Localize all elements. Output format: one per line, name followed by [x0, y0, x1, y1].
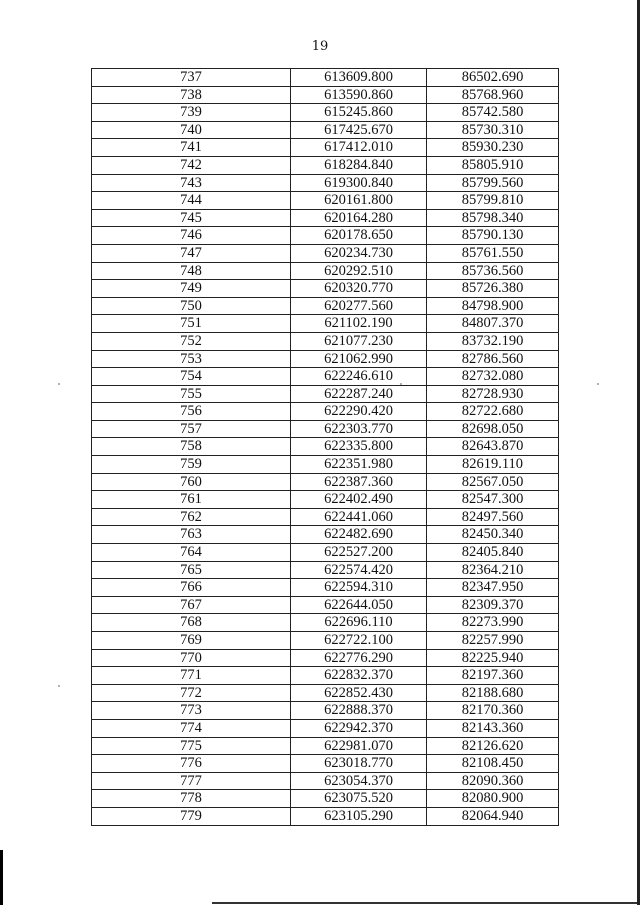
- x-coordinate-cell: 623075.520: [291, 790, 427, 808]
- table-row: [92, 139, 559, 157]
- table-row: [92, 544, 559, 562]
- table-row: [92, 456, 559, 474]
- point-number-cell: 743: [92, 174, 291, 192]
- y-coordinate-cell: 82450.340: [427, 526, 559, 544]
- point-number-cell: 738: [92, 86, 291, 104]
- point-number-cell: 772: [92, 684, 291, 702]
- table-row: [92, 403, 559, 421]
- point-number-cell: 773: [92, 702, 291, 720]
- x-coordinate-cell: 622290.420: [291, 403, 427, 421]
- point-number-cell: 742: [92, 156, 291, 174]
- point-number-cell: 767: [92, 596, 291, 614]
- x-coordinate-cell: 617425.670: [291, 121, 427, 139]
- y-coordinate-cell: 85799.810: [427, 192, 559, 210]
- table-row: [92, 420, 559, 438]
- table-row: [92, 385, 559, 403]
- y-coordinate-cell: 82225.940: [427, 649, 559, 667]
- point-number-cell: 746: [92, 227, 291, 245]
- x-coordinate-cell: 619300.840: [291, 174, 427, 192]
- point-number-cell: 759: [92, 456, 291, 474]
- table-row: [92, 280, 559, 298]
- x-coordinate-cell: 622303.770: [291, 420, 427, 438]
- y-coordinate-cell: 82722.680: [427, 403, 559, 421]
- y-coordinate-cell: 82309.370: [427, 596, 559, 614]
- x-coordinate-cell: 618284.840: [291, 156, 427, 174]
- point-number-cell: 763: [92, 526, 291, 544]
- point-number-cell: 750: [92, 297, 291, 315]
- y-coordinate-cell: 85805.910: [427, 156, 559, 174]
- table-row: [92, 579, 559, 597]
- x-coordinate-cell: 621102.190: [291, 315, 427, 333]
- table-row: [92, 508, 559, 526]
- x-coordinate-cell: 622696.110: [291, 614, 427, 632]
- y-coordinate-cell: 82497.560: [427, 508, 559, 526]
- x-coordinate-cell: 622351.980: [291, 456, 427, 474]
- point-number-cell: 748: [92, 262, 291, 280]
- x-coordinate-cell: 620320.770: [291, 280, 427, 298]
- point-number-cell: 762: [92, 508, 291, 526]
- x-coordinate-cell: 622246.610: [291, 368, 427, 386]
- y-coordinate-cell: 82143.360: [427, 719, 559, 737]
- point-number-cell: 768: [92, 614, 291, 632]
- x-coordinate-cell: 622574.420: [291, 561, 427, 579]
- x-coordinate-cell: 622852.430: [291, 684, 427, 702]
- point-number-cell: 764: [92, 544, 291, 562]
- table-row: [92, 86, 559, 104]
- y-coordinate-cell: 82257.990: [427, 632, 559, 650]
- point-number-cell: 751: [92, 315, 291, 333]
- x-coordinate-cell: 620277.560: [291, 297, 427, 315]
- point-number-cell: 741: [92, 139, 291, 157]
- table-row: [92, 368, 559, 386]
- table-row: [92, 807, 559, 825]
- point-number-cell: 761: [92, 491, 291, 509]
- y-coordinate-cell: 82188.680: [427, 684, 559, 702]
- table-row: [92, 684, 559, 702]
- point-number-cell: 779: [92, 807, 291, 825]
- y-coordinate-cell: 82197.360: [427, 667, 559, 685]
- table-row: [92, 350, 559, 368]
- table-row: [92, 121, 559, 139]
- point-number-cell: 769: [92, 632, 291, 650]
- x-coordinate-cell: 622942.370: [291, 719, 427, 737]
- table-row: [92, 790, 559, 808]
- x-coordinate-cell: 623105.290: [291, 807, 427, 825]
- table-row: [92, 69, 559, 87]
- point-number-cell: 752: [92, 332, 291, 350]
- table-row: [92, 614, 559, 632]
- point-number-cell: 765: [92, 561, 291, 579]
- y-coordinate-cell: 85799.560: [427, 174, 559, 192]
- point-number-cell: 758: [92, 438, 291, 456]
- point-number-cell: 747: [92, 244, 291, 262]
- x-coordinate-cell: 622287.240: [291, 385, 427, 403]
- table-row: [92, 262, 559, 280]
- table-row: [92, 209, 559, 227]
- table-row: [92, 227, 559, 245]
- y-coordinate-cell: 85726.380: [427, 280, 559, 298]
- y-coordinate-cell: 85761.550: [427, 244, 559, 262]
- x-coordinate-cell: 615245.860: [291, 104, 427, 122]
- x-coordinate-cell: 623018.770: [291, 755, 427, 773]
- table-row: [92, 719, 559, 737]
- table-row: [92, 473, 559, 491]
- point-number-cell: 777: [92, 772, 291, 790]
- point-number-cell: 756: [92, 403, 291, 421]
- x-coordinate-cell: 617412.010: [291, 139, 427, 157]
- table-row: [92, 737, 559, 755]
- scan-speck: [597, 383, 599, 385]
- point-number-cell: 745: [92, 209, 291, 227]
- x-coordinate-cell: 622441.060: [291, 508, 427, 526]
- x-coordinate-cell: 622981.070: [291, 737, 427, 755]
- y-coordinate-cell: 82108.450: [427, 755, 559, 773]
- y-coordinate-cell: 82364.210: [427, 561, 559, 579]
- table-row: [92, 702, 559, 720]
- x-coordinate-cell: 622832.370: [291, 667, 427, 685]
- x-coordinate-cell: 620161.800: [291, 192, 427, 210]
- table-row: [92, 649, 559, 667]
- scan-speck: [58, 685, 60, 687]
- y-coordinate-cell: 82567.050: [427, 473, 559, 491]
- table-row: [92, 755, 559, 773]
- point-number-cell: 749: [92, 280, 291, 298]
- y-coordinate-cell: 85790.130: [427, 227, 559, 245]
- x-coordinate-cell: 622527.200: [291, 544, 427, 562]
- table-row: [92, 332, 559, 350]
- point-number-cell: 766: [92, 579, 291, 597]
- point-number-cell: 770: [92, 649, 291, 667]
- x-coordinate-cell: 620178.650: [291, 227, 427, 245]
- y-coordinate-cell: 82698.050: [427, 420, 559, 438]
- x-coordinate-cell: 622402.490: [291, 491, 427, 509]
- y-coordinate-cell: 84798.900: [427, 297, 559, 315]
- y-coordinate-cell: 85742.580: [427, 104, 559, 122]
- point-number-cell: 757: [92, 420, 291, 438]
- scan-speck: [400, 383, 402, 385]
- page-number: 19: [311, 39, 329, 54]
- y-coordinate-cell: 82090.360: [427, 772, 559, 790]
- x-coordinate-cell: 623054.370: [291, 772, 427, 790]
- scan-speck: [58, 383, 60, 385]
- x-coordinate-cell: 622594.310: [291, 579, 427, 597]
- y-coordinate-cell: 82347.950: [427, 579, 559, 597]
- y-coordinate-cell: 82786.560: [427, 350, 559, 368]
- table-row: [92, 104, 559, 122]
- table-row: [92, 526, 559, 544]
- table-row: [92, 438, 559, 456]
- y-coordinate-cell: 82728.930: [427, 385, 559, 403]
- scan-edge-left: [0, 850, 3, 905]
- table-row: [92, 596, 559, 614]
- x-coordinate-cell: 621062.990: [291, 350, 427, 368]
- x-coordinate-cell: 620234.730: [291, 244, 427, 262]
- point-number-cell: 775: [92, 737, 291, 755]
- table-row: [92, 632, 559, 650]
- x-coordinate-cell: 622387.360: [291, 473, 427, 491]
- x-coordinate-cell: 620292.510: [291, 262, 427, 280]
- y-coordinate-cell: 84807.370: [427, 315, 559, 333]
- coordinates-table-body: [92, 69, 559, 826]
- table-row: [92, 192, 559, 210]
- table-row: [92, 244, 559, 262]
- table-row: [92, 667, 559, 685]
- table-row: [92, 297, 559, 315]
- point-number-cell: 771: [92, 667, 291, 685]
- x-coordinate-cell: 613609.800: [291, 69, 427, 87]
- y-coordinate-cell: 85736.560: [427, 262, 559, 280]
- x-coordinate-cell: 622644.050: [291, 596, 427, 614]
- y-coordinate-cell: 82643.870: [427, 438, 559, 456]
- y-coordinate-cell: 83732.190: [427, 332, 559, 350]
- coordinates-table: [91, 68, 559, 826]
- x-coordinate-cell: 622888.370: [291, 702, 427, 720]
- point-number-cell: 744: [92, 192, 291, 210]
- scan-edge-bottom: [212, 902, 640, 904]
- x-coordinate-cell: 620164.280: [291, 209, 427, 227]
- y-coordinate-cell: 82732.080: [427, 368, 559, 386]
- point-number-cell: 755: [92, 385, 291, 403]
- y-coordinate-cell: 86502.690: [427, 69, 559, 87]
- x-coordinate-cell: 622335.800: [291, 438, 427, 456]
- y-coordinate-cell: 85768.960: [427, 86, 559, 104]
- y-coordinate-cell: 82064.940: [427, 807, 559, 825]
- point-number-cell: 754: [92, 368, 291, 386]
- y-coordinate-cell: 82547.300: [427, 491, 559, 509]
- y-coordinate-cell: 85930.230: [427, 139, 559, 157]
- y-coordinate-cell: 82126.620: [427, 737, 559, 755]
- y-coordinate-cell: 85730.310: [427, 121, 559, 139]
- y-coordinate-cell: 82080.900: [427, 790, 559, 808]
- point-number-cell: 760: [92, 473, 291, 491]
- y-coordinate-cell: 82619.110: [427, 456, 559, 474]
- y-coordinate-cell: 82405.840: [427, 544, 559, 562]
- table-row: [92, 491, 559, 509]
- y-coordinate-cell: 82273.990: [427, 614, 559, 632]
- x-coordinate-cell: 621077.230: [291, 332, 427, 350]
- table-row: [92, 315, 559, 333]
- x-coordinate-cell: 622722.100: [291, 632, 427, 650]
- point-number-cell: 774: [92, 719, 291, 737]
- table-row: [92, 174, 559, 192]
- x-coordinate-cell: 622776.290: [291, 649, 427, 667]
- y-coordinate-cell: 85798.340: [427, 209, 559, 227]
- table-row: [92, 156, 559, 174]
- table-row: [92, 561, 559, 579]
- point-number-cell: 776: [92, 755, 291, 773]
- point-number-cell: 778: [92, 790, 291, 808]
- y-coordinate-cell: 82170.360: [427, 702, 559, 720]
- point-number-cell: 740: [92, 121, 291, 139]
- x-coordinate-cell: 622482.690: [291, 526, 427, 544]
- table-row: [92, 772, 559, 790]
- x-coordinate-cell: 613590.860: [291, 86, 427, 104]
- point-number-cell: 753: [92, 350, 291, 368]
- point-number-cell: 737: [92, 69, 291, 87]
- point-number-cell: 739: [92, 104, 291, 122]
